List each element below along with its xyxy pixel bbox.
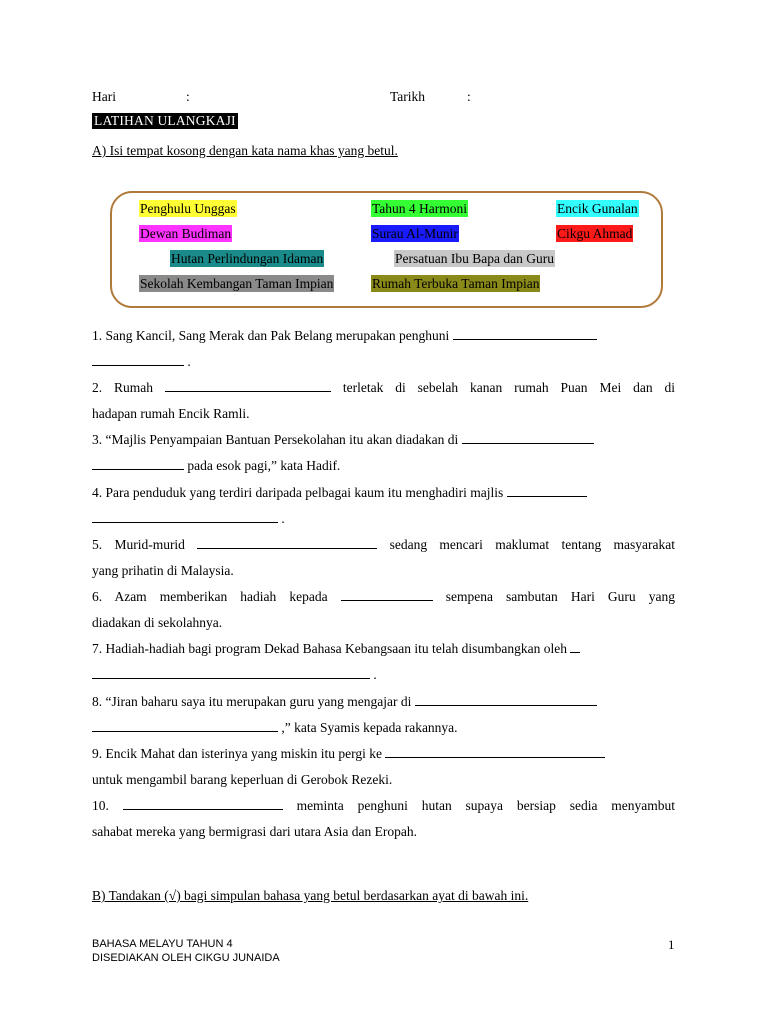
question-2: 2. Rumah terletak di sebelah kanan rumah Puan Mei dan di hadapan rumah Encik Ramli. — [92, 380, 675, 421]
question-4: 4. Para penduduk yang terdiri daripada pelbagai kaum itu menghadiri majlis . — [92, 480, 675, 532]
answer-blank[interactable] — [92, 509, 278, 523]
answer-blank[interactable] — [385, 744, 605, 758]
answer-blank[interactable] — [92, 456, 184, 470]
answer-blank[interactable] — [453, 326, 597, 340]
question-7: 7. Hadiah-hadiah bagi program Dekad Bahasa Kebangsaan itu telah disumbangkan oleh . — [92, 636, 675, 688]
section-a-instruction: A) Isi tempat kosong dengan kata nama khas yang betul. — [92, 143, 398, 158]
question-1: 1. Sang Kancil, Sang Merak dan Pak Belang merupakan penghuni . — [92, 323, 675, 375]
tarikh-label: Tarikh — [390, 89, 426, 104]
answer-blank[interactable] — [92, 665, 370, 679]
answer-blank[interactable] — [341, 587, 433, 601]
page-number: 1 — [668, 937, 675, 952]
hari-label: Hari — [92, 89, 116, 104]
answer-blank[interactable] — [507, 483, 587, 497]
tarikh-colon: : — [467, 89, 471, 104]
word-chip: Persatuan Ibu Bapa dan Guru — [395, 251, 554, 266]
question-5: 5. Murid-murid sedang mencari maklumat tentang masyarakat yang prihatin di Malaysia. — [92, 537, 676, 578]
word-chip: Tahun 4 Harmoni — [372, 201, 468, 216]
word-chip: Surau Al-Munir — [372, 226, 458, 241]
word-chip: Penghulu Unggas — [140, 201, 236, 216]
question-8: 8. “Jiran baharu saya itu merupakan guru yang mengajar di ,” kata Syamis kepada rakannya. — [92, 689, 675, 741]
answer-blank[interactable] — [165, 378, 331, 392]
footer — [92, 937, 280, 965]
answer-blank[interactable] — [123, 796, 283, 810]
section-b-instruction: B) Tandakan (√) bagi simpulan bahasa yang betul berdasarkan ayat di bawah ini. — [92, 888, 529, 903]
answer-blank[interactable] — [92, 352, 184, 366]
word-chip: Rumah Terbuka Taman Impian — [372, 276, 540, 291]
word-chip: Sekolah Kembangan Taman Impian — [140, 276, 334, 291]
word-chip: Encik Gunalan — [557, 201, 638, 216]
answer-blank[interactable] — [462, 430, 594, 444]
question-6: 6. Azam memberikan hadiah kepada sempena sambutan Hari Guru yang diadakan di sekolahnya. — [92, 589, 675, 630]
footer-author: DISEDIAKAN OLEH CIKGU JUNAIDA — [92, 952, 280, 964]
word-chip: Hutan Perlindungan Idaman — [171, 251, 324, 266]
question-10: 10. meminta penghuni hutan supaya bersiap sedia menyambut sahabat mereka yang bermigrasi dari utara Asia dan Eropah. — [92, 798, 676, 839]
question-9: 9. Encik Mahat dan isterinya yang miskin itu pergi ke untuk mengambil barang keperluan di Gerobok Rezeki. — [92, 741, 675, 793]
answer-blank[interactable] — [415, 692, 597, 706]
hari-colon: : — [186, 89, 190, 104]
page-title: LATIHAN ULANGKAJI — [94, 113, 236, 128]
word-chip: Dewan Budiman — [140, 226, 232, 241]
question-3: 3. “Majlis Penyampaian Bantuan Persekolahan itu akan diadakan di pada esok pagi,” kata Hadif. — [92, 427, 675, 479]
footer-subject: BAHASA MELAYU TAHUN 4 — [92, 938, 233, 950]
answer-blank[interactable] — [197, 535, 377, 549]
answer-blank[interactable] — [570, 639, 580, 653]
answer-blank[interactable] — [92, 718, 278, 732]
word-chip: Cikgu Ahmad — [557, 226, 633, 241]
